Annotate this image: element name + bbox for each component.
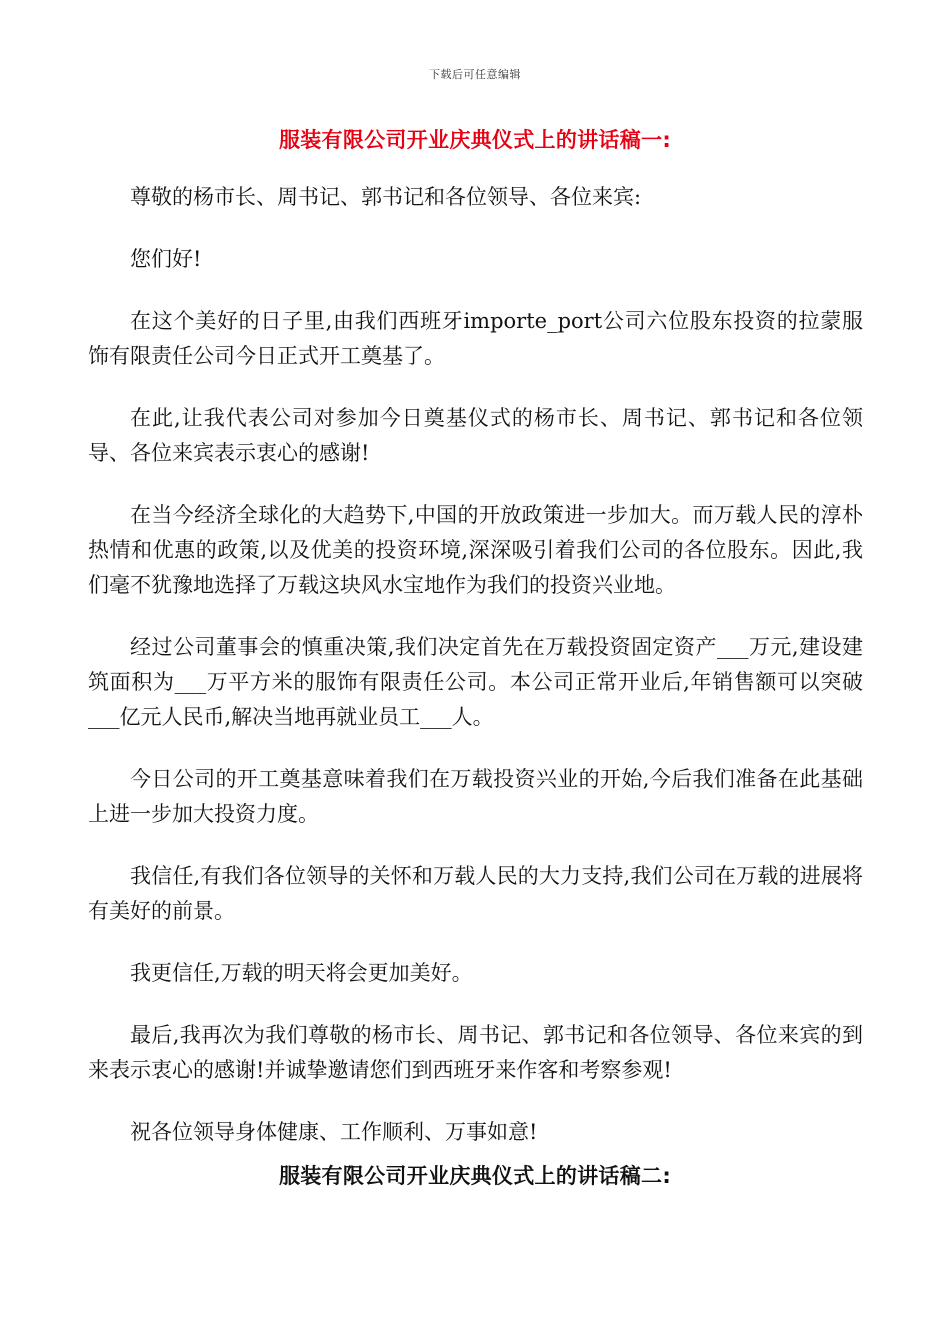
speech-title-2: 服装有限公司开业庆典仪式上的讲话稿二: bbox=[278, 1164, 672, 1188]
paragraph-opening: 在这个美好的日子里,由我们西班牙importe_port公司六位股东投资的拉蒙服饰有限责任公司今日正式开工奠基了。 bbox=[88, 309, 863, 368]
paragraph-investment: 经过公司董事会的慎重决策,我们决定首先在万载投资固定资产___万元,建设建筑面积为___万平方米的服饰有限责任公司。本公司正常开业后,年销售额可以突破___亿元人民币,解决当地再就业员工___人。 bbox=[88, 635, 863, 729]
paragraph-significance: 今日公司的开工奠基意味着我们在万载投资兴业的开始,今后我们准备在此基础上进一步加大投资力度。 bbox=[88, 767, 863, 826]
paragraph-thanks: 在此,让我代表公司对参加今日奠基仪式的杨市长、周书记、郭书记和各位领导、各位来宾表示衷心的感谢! bbox=[88, 406, 863, 465]
speech-title-1: 服装有限公司开业庆典仪式上的讲话稿一: bbox=[278, 128, 672, 152]
paragraph-background: 在当今经济全球化的大趋势下,中国的开放政策进一步加大。而万载人民的淳朴热情和优惠的政策,以及优美的投资环境,深深吸引着我们公司的各位股东。因此,我们毫不犹豫地选择了万载这块风水宝地作为我们的投资兴业地。 bbox=[88, 503, 863, 597]
paragraph-hello: 您们好! bbox=[130, 247, 202, 271]
paragraph-wishes: 祝各位领导身体健康、工作顺利、万事如意! bbox=[130, 1120, 538, 1144]
paragraph-greeting: 尊敬的杨市长、周书记、郭书记和各位领导、各位来宾: bbox=[130, 185, 642, 209]
paragraph-trust: 我信任,有我们各位领导的关怀和万载人民的大力支持,我们公司在万载的进展将有美好的前景。 bbox=[88, 864, 863, 923]
paragraph-future: 我更信任,万载的明天将会更加美好。 bbox=[130, 961, 473, 985]
paragraph-closing: 最后,我再次为我们尊敬的杨市长、周书记、郭书记和各位领导、各位来宾的到来表示衷心的感谢!并诚挚邀请您们到西班牙来作客和考察参观! bbox=[88, 1023, 863, 1082]
speech-body bbox=[88, 180, 863, 1177]
header-note: 下载后可任意编辑 bbox=[429, 68, 521, 81]
